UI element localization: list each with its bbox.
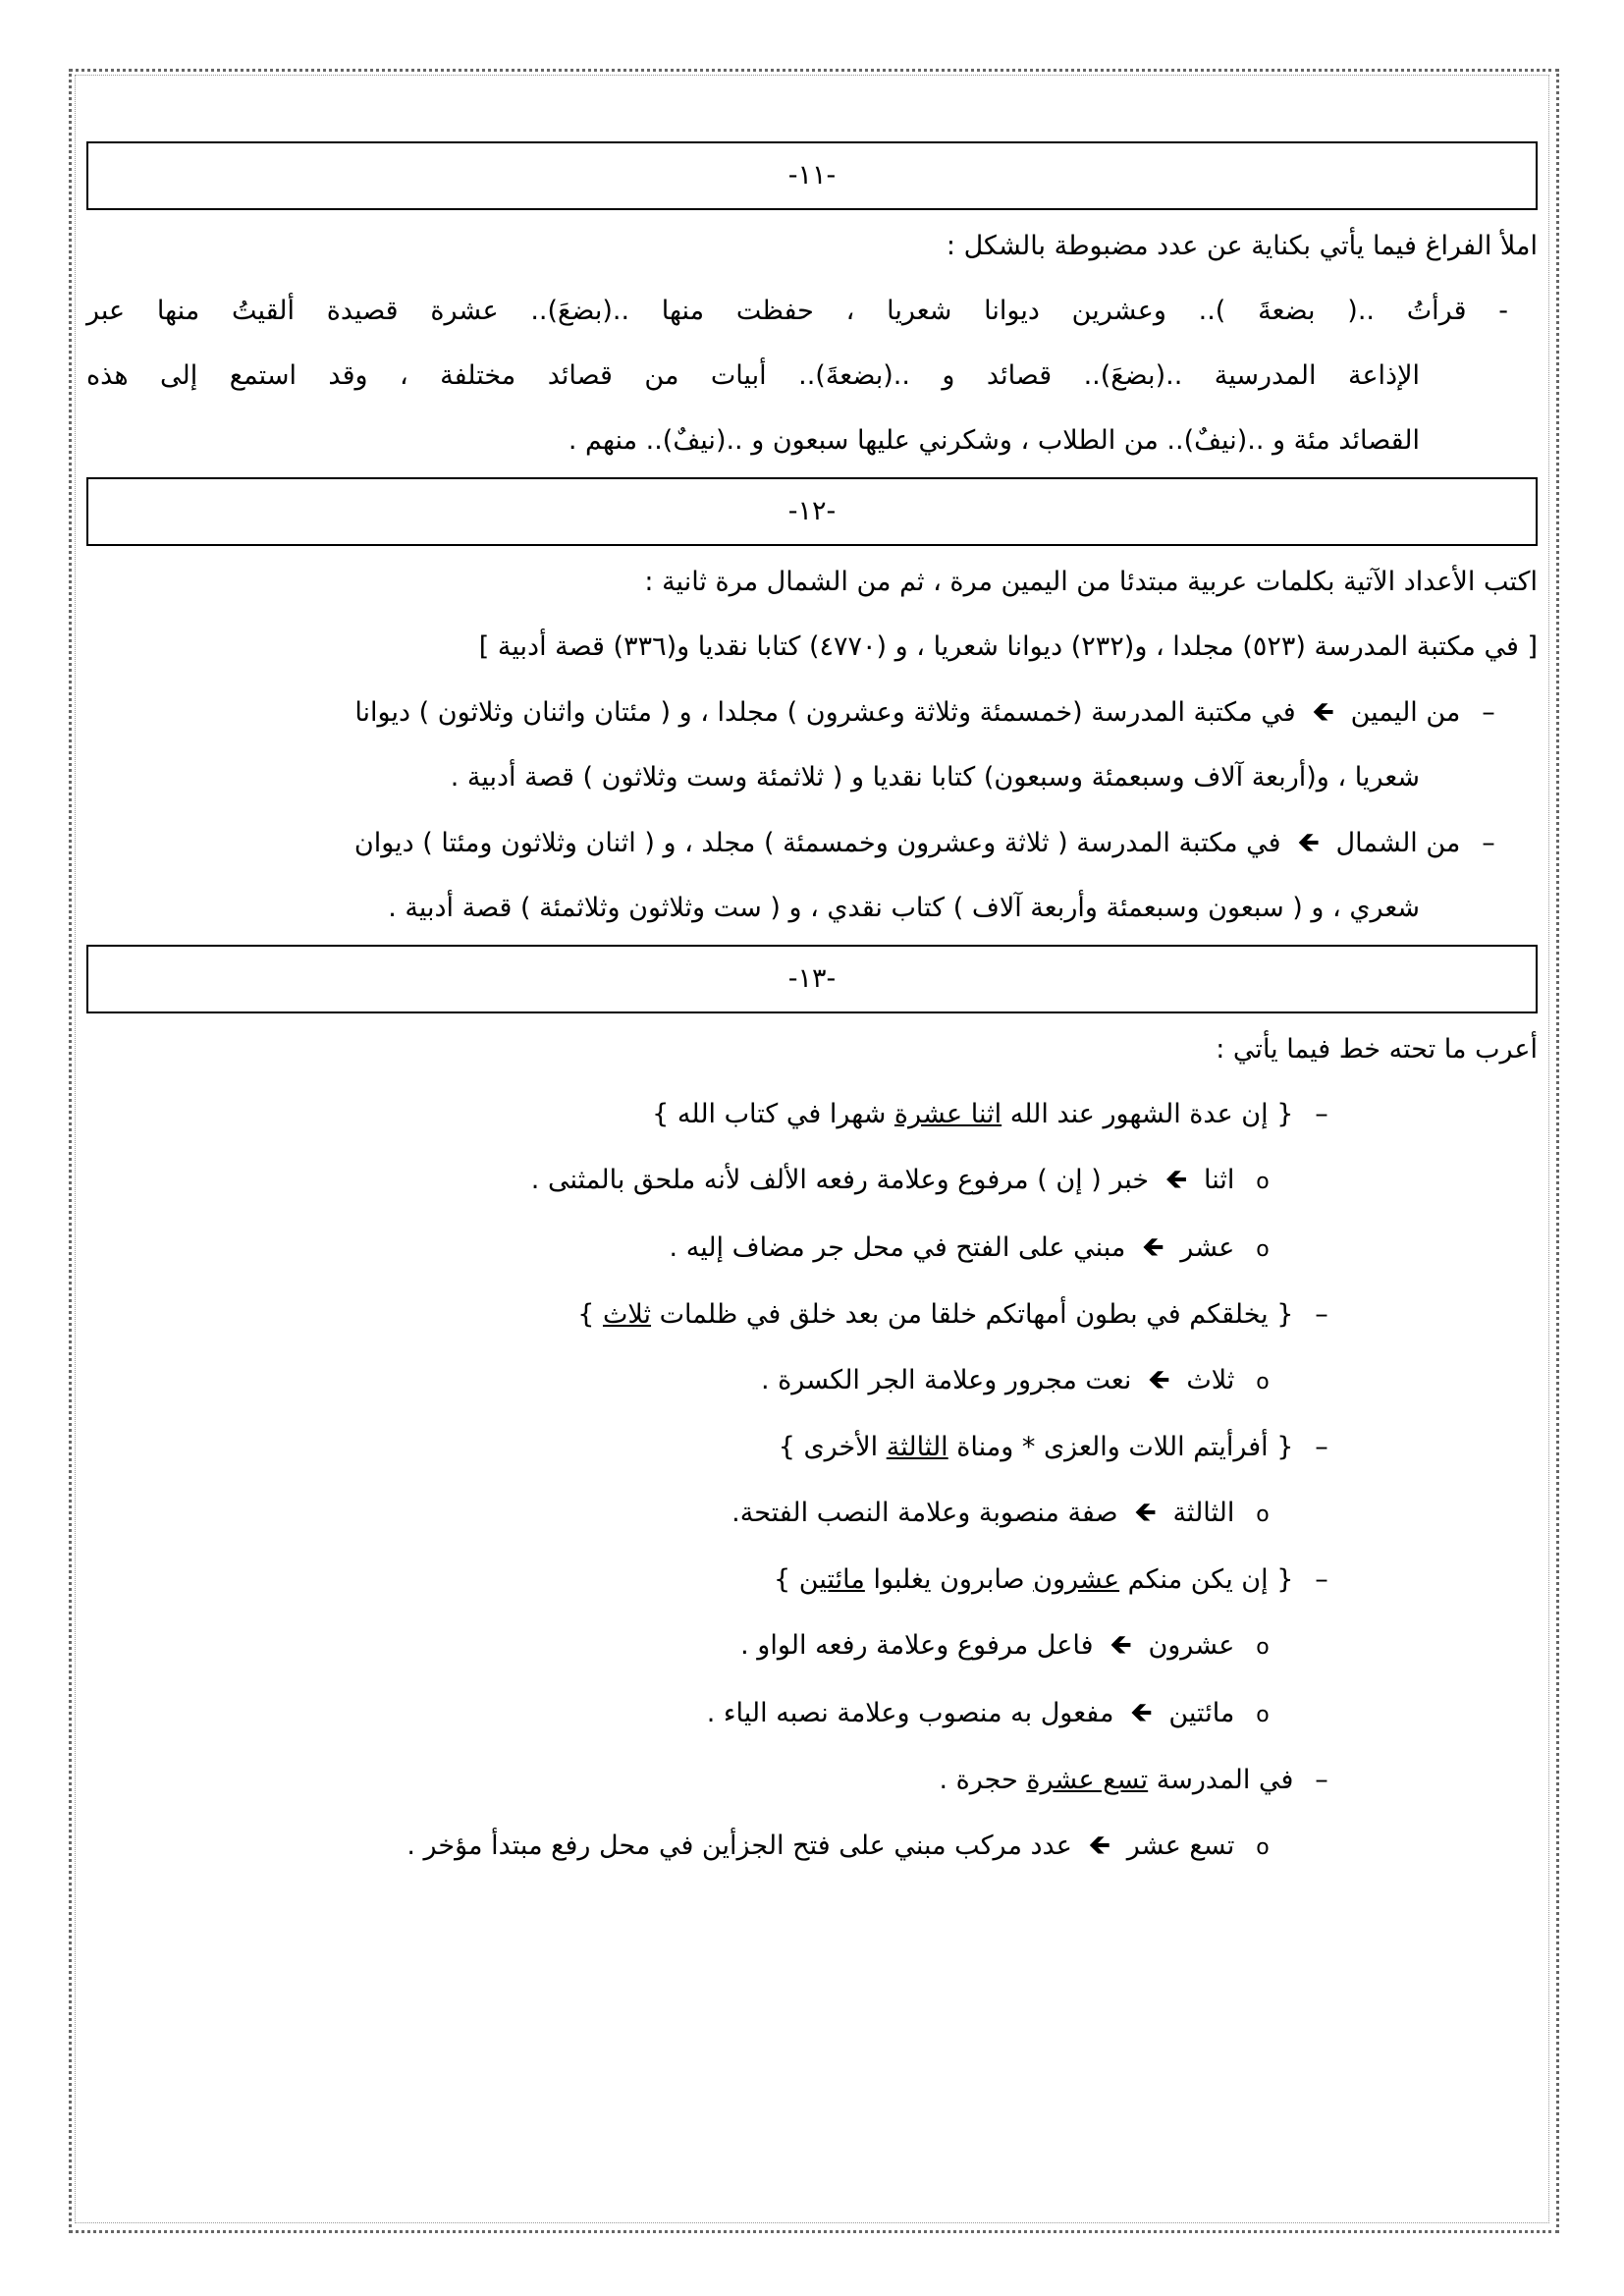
bullet-icon: o — [1256, 1635, 1270, 1660]
section-12-instruction: اكتب الأعداد الآتية بكلمات عربية مبتدئا من اليمين مرة ، ثم من الشمال مرة ثانية : — [644, 567, 1538, 597]
arrow-left-icon: 🡸 — [1141, 1230, 1164, 1263]
arrow-left-icon: 🡸 — [1130, 1696, 1153, 1728]
verse-text: الأخرى } — [778, 1432, 887, 1462]
dash-marker: – — [1315, 1765, 1328, 1795]
left-label: من الشمال — [1335, 828, 1461, 858]
parse-item — [86, 1680, 1538, 1748]
parse-text: صفة منصوبة وعلامة النصب الفتحة. — [731, 1498, 1118, 1528]
parse-item — [86, 1813, 1538, 1881]
underlined-word: مائتين — [798, 1564, 865, 1595]
parse-word: ثلاث — [1186, 1365, 1235, 1395]
dash-marker: – — [1315, 1432, 1328, 1462]
parse-text: عدد مركب مبني على فتح الجزأين في محل رفع مبتدأ مؤخر . — [406, 1831, 1072, 1861]
bullet-icon: o — [1256, 1170, 1270, 1194]
dash-marker: – — [1315, 1564, 1328, 1595]
arrow-left-icon: 🡸 — [1312, 695, 1335, 728]
section-12-left-line-1 — [86, 810, 1538, 876]
section-12-left-line-2: شعري ، و ( سبعون وسبعمئة وأربعة آلاف ) كتاب نقدي ، و ( ست وثلاثون وثلاثمئة ) قصة أدبية . — [388, 893, 1420, 923]
parse-item — [86, 1480, 1538, 1548]
bullet-icon: o — [1256, 1703, 1270, 1727]
arrow-left-icon: 🡸 — [1134, 1496, 1157, 1528]
underlined-word: ثلاث — [602, 1299, 652, 1330]
verse-4 — [86, 1548, 1538, 1613]
parse-item — [86, 1613, 1538, 1680]
parse-text: فاعل مرفوع وعلامة رفعه الواو . — [740, 1630, 1094, 1661]
section-11-line-2: الإذاعة المدرسية ..(بضعَ).. قصائد و ..(بضعةَ).. أبيات من قصائد مختلفة ، وقد استمع إلى هذه — [86, 360, 1420, 391]
document-content — [86, 137, 1538, 1881]
section-12-header: -١٢- — [86, 477, 1538, 546]
section-11-line-1: - قرأتُ ..( بضعةَ ).. وعشرين ديوانا شعريا ، حفظت منها ..(بضعَ).. عشرة قصيدة ألقيتُ منها عبر — [86, 296, 1508, 326]
verse-2 — [86, 1283, 1538, 1347]
underlined-word: اثنا عشرة — [893, 1099, 1002, 1129]
arrow-left-icon: 🡸 — [1164, 1163, 1188, 1195]
verse-3 — [86, 1415, 1538, 1480]
bullet-icon: o — [1256, 1835, 1270, 1860]
underlined-word: الثالثة — [886, 1432, 948, 1462]
parse-item — [86, 1215, 1538, 1283]
right-label: من اليمين — [1350, 697, 1461, 728]
dash-marker: – — [1315, 1299, 1328, 1330]
dash-marker: – — [1482, 697, 1495, 728]
parse-word: مائتين — [1168, 1698, 1235, 1728]
arrow-left-icon: 🡸 — [1148, 1363, 1170, 1395]
section-11-instruction: املأ الفراغ فيما يأتي بكناية عن عدد مضبوطة بالشكل : — [946, 231, 1538, 261]
verse-text: { أفرأيتم اللات والعزى * ومناة — [947, 1432, 1294, 1462]
sentence-5 — [86, 1748, 1538, 1813]
parse-word: تسع عشر — [1126, 1831, 1235, 1861]
parse-word: اثنا — [1204, 1165, 1235, 1195]
underlined-word: عشرون — [1033, 1564, 1120, 1595]
arrow-left-icon: 🡸 — [1297, 826, 1320, 858]
section-13-instruction: أعرب ما تحته خط فيما يأتي : — [1216, 1034, 1538, 1065]
section-11-line-3: القصائد مئة و ..(نيفٌ).. من الطلاب ، وشكرني عليها سبعون و ..(نيفٌ).. منهم . — [568, 425, 1420, 456]
parse-text: خبر ( إن ) مرفوع وعلامة رفعه الألف لأنه ملحق بالمثنى . — [530, 1165, 1150, 1195]
parse-word: عشر — [1180, 1232, 1235, 1263]
verse-text: { إن يكن منكم — [1119, 1564, 1294, 1595]
verse-text: { يخلقكم في بطون أمهاتكم خلقا من بعد خلق في ظلمات — [651, 1299, 1294, 1330]
section-13-header: -١٣- — [86, 945, 1538, 1013]
section-12-given: [ في مكتبة المدرسة (٥٢٣) مجلدا ، و(٢٣٢) ديوانا شعريا ، و (٤٧٧٠) كتابا نقديا و(٣٣٦) قصة أدبية ] — [478, 631, 1538, 662]
verse-text: شهرا في كتاب الله } — [652, 1099, 894, 1129]
dash-marker: – — [1315, 1099, 1328, 1129]
left-text-1: في مكتبة المدرسة ( ثلاثة وعشرون وخمسمئة ) مجلد ، و ( اثنان وثلاثون ومئتا ) ديوان — [353, 828, 1281, 858]
verse-text: حجرة . — [939, 1765, 1027, 1795]
right-text-1: في مكتبة المدرسة (خمسمئة وثلاثة وعشرون ) مجلدا ، و ( مئتان واثنان وثلاثون ) ديوانا — [354, 697, 1296, 728]
verse-text: صابرون يغلبوا — [864, 1564, 1034, 1595]
parse-text: مبني على الفتح في محل جر مضاف إليه . — [669, 1232, 1126, 1263]
underlined-word: تسع عشرة — [1026, 1765, 1149, 1795]
verse-text: في المدرسة — [1148, 1765, 1294, 1795]
section-12-right-line-2: شعريا ، و(أربعة آلاف وسبعمئة وسبعون) كتابا نقديا و ( ثلاثمئة وست وثلاثون ) قصة أدبية . — [450, 762, 1420, 793]
parse-text: مفعول به منصوب وعلامة نصبه الياء . — [706, 1698, 1114, 1728]
parse-item — [86, 1147, 1538, 1215]
dash-marker: – — [1482, 828, 1495, 858]
parse-word: الثالثة — [1172, 1498, 1235, 1528]
parse-word: عشرون — [1148, 1630, 1235, 1661]
section-11-header: -١١- — [86, 141, 1538, 210]
verse-text: { إن عدة الشهور عند الله — [1001, 1099, 1294, 1129]
bullet-icon: o — [1256, 1503, 1270, 1527]
verse-1 — [86, 1082, 1538, 1147]
verse-text: } — [577, 1299, 603, 1330]
verse-text: } — [774, 1564, 799, 1595]
arrow-left-icon: 🡸 — [1110, 1628, 1132, 1661]
parse-text: نعت مجرور وعلامة الجر الكسرة . — [760, 1365, 1132, 1395]
section-12-right-line-1 — [86, 680, 1538, 745]
parse-item — [86, 1347, 1538, 1415]
bullet-icon: o — [1256, 1370, 1270, 1394]
arrow-left-icon: 🡸 — [1088, 1829, 1111, 1861]
bullet-icon: o — [1256, 1237, 1270, 1262]
